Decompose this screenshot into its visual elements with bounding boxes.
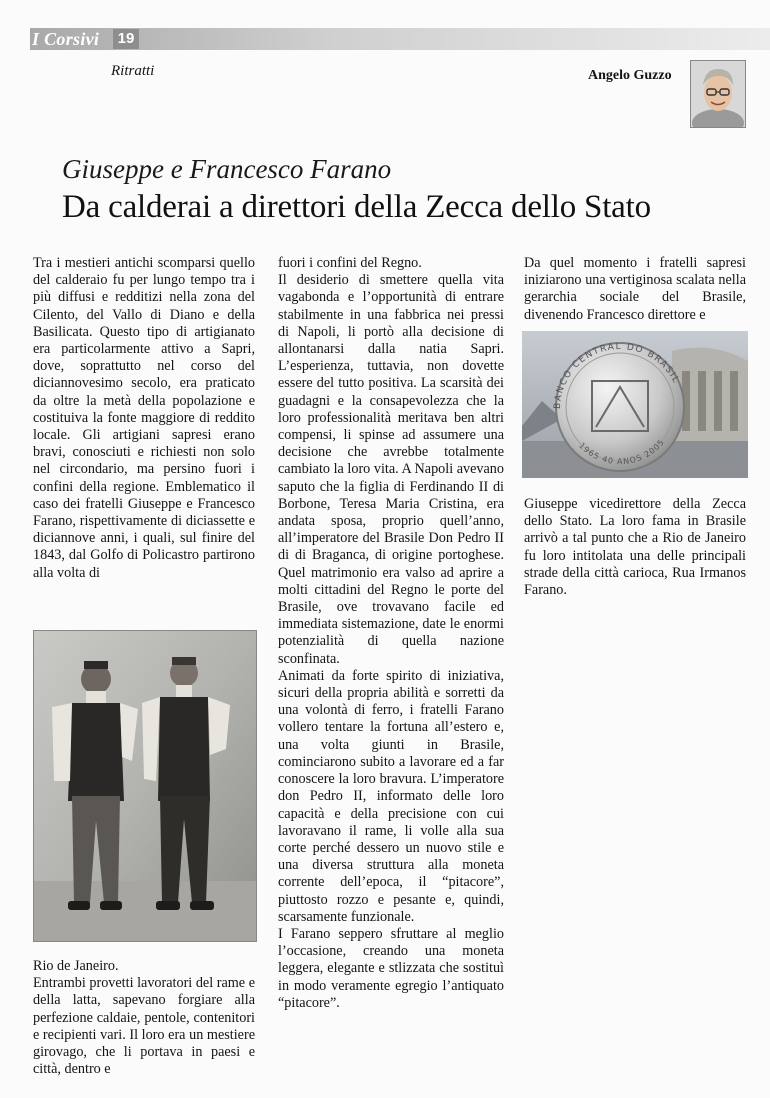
coin-legend: BANCO CENTRAL DO BRASIL	[552, 341, 681, 410]
paragraph: Da quel momento i fratelli sapresi iniziarono una vertiginosa scalata nella gerarchia sociale del Brasile, divenendo Francesco direttore e	[524, 255, 746, 323]
author-name: Angelo Guzzo	[588, 68, 672, 83]
column-2	[278, 255, 504, 1012]
paragraph: I Farano seppero sfruttare al meglio l’occasione, creando una moneta leggera, elegante e stlizzata che sostituì in modo veramente egregio l’antiquato “pitacore”.	[278, 925, 504, 1011]
paragraph: Il desiderio di smettere quella vita vagabonda e l’opportunità di entrare stabilmente in una fabbrica nei pressi di Napoli, li portò alla decisione di allontanarsi dalla natia Sapri. L’esperienza, tuttavia, non dovette essere del tutto positiva. La scarsità dei guadagni e la consapevolezza che la loro professionalità meritava ben altri compensi, li spinse ad assumere una decisione che avrebbe totalmente cambiato la loro vita. A Napoli avevano saputo che la figlia di Ferdinando II di Borbone, Teresa Maria Cristina, era andata sposa, proprio quell’anno, all’imperatore del Brasile Don Pedro II di di Braganca, di origine portoghese. Quel matrimonio era valso ad aprire a molti cittadini del Regno le porte del Brasile, ove trovavano facile ed immediata sistemazione, date le enormi potenzialità di quella nazione sconfinata.	[278, 272, 504, 667]
column-3-top	[524, 255, 746, 324]
column-1-top	[33, 255, 255, 582]
header-bar	[30, 28, 770, 50]
magazine-name: I Corsivi	[32, 29, 100, 49]
commemorative-coin-image	[522, 331, 748, 478]
farano-brothers-photo	[33, 630, 257, 942]
paragraph: Rio de Janeiro.	[33, 958, 119, 974]
author-photo	[690, 60, 746, 128]
section-title: Ritratti	[111, 63, 155, 79]
paragraph: Animati da forte spirito di iniziativa, sicuri della propria abilità e sorretti da una volontà di ferro, i fratelli Farano vollero tentare la fortuna all’estero e, una volta giunti in Brasile, cominciarono subito a lavorare ed a far conoscere la loro bravura. L’imperatore don Pedro II, informato delle loro capacità e della precisione con cui lavoravano il rame, li volle alla sua corte perché dessero un nuovo stile e una diversa struttura alla moneta corrente dell’epoca, il “pitacore”, piuttosto rozzo e pesante e, quindi, scarsamente funzionale.	[278, 667, 504, 925]
article-headline: Da calderai a direttori della Zecca dello Stato	[62, 189, 651, 225]
paragraph: fuori i confini del Regno.	[278, 255, 422, 271]
paragraph: Entrambi provetti lavoratori del rame e della latta, sapevano forgiare alla perfezione caldaie, pentole, contenitori e recipienti vari. Il loro era un mestiere girovago, che li portava in paesi e città, dentro e	[33, 975, 255, 1078]
paragraph: Giuseppe vicedirettore della Zecca dello Stato. La loro fama in Brasile arrivò a tal punto che a Rio de Janeiro fu loro intitolata una delle principali strade della città carioca, Rua Irmanos Farano.	[524, 496, 746, 599]
column-3-bottom	[524, 496, 746, 599]
page-number: 19	[113, 29, 139, 49]
paragraph: Tra i mestieri antichi scomparsi quello del calderaio fu per lungo tempo tra i più diffusi e redditizi nella zona del Cilento, del Vallo di Diano e della Basilicata. Questo tipo di artigianato era particolarmente attivo a Sapri, dove, soprattutto nel corso del diciannovesimo secolo, era praticato da oltre la metà della popolazione e costituiva la fonte maggiore di reddito locale. Gli artigiani sapresi erano bravi, conosciuti e richiesti non solo nel circondario, ma persino fuori i confini della regione. Emblematico il caso dei fratelli Giuseppe e Francesco Farano, rispettivamente di diciassette e diciannove anni, i quali, sul finire del 1843, dal Golfo di Policastro partirono alla volta di	[33, 255, 255, 581]
column-1-bottom	[33, 958, 255, 1078]
article-kicker: Giuseppe e Francesco Farano	[62, 154, 392, 184]
coin-date: 1965 40 ANOS 2005	[577, 437, 667, 467]
